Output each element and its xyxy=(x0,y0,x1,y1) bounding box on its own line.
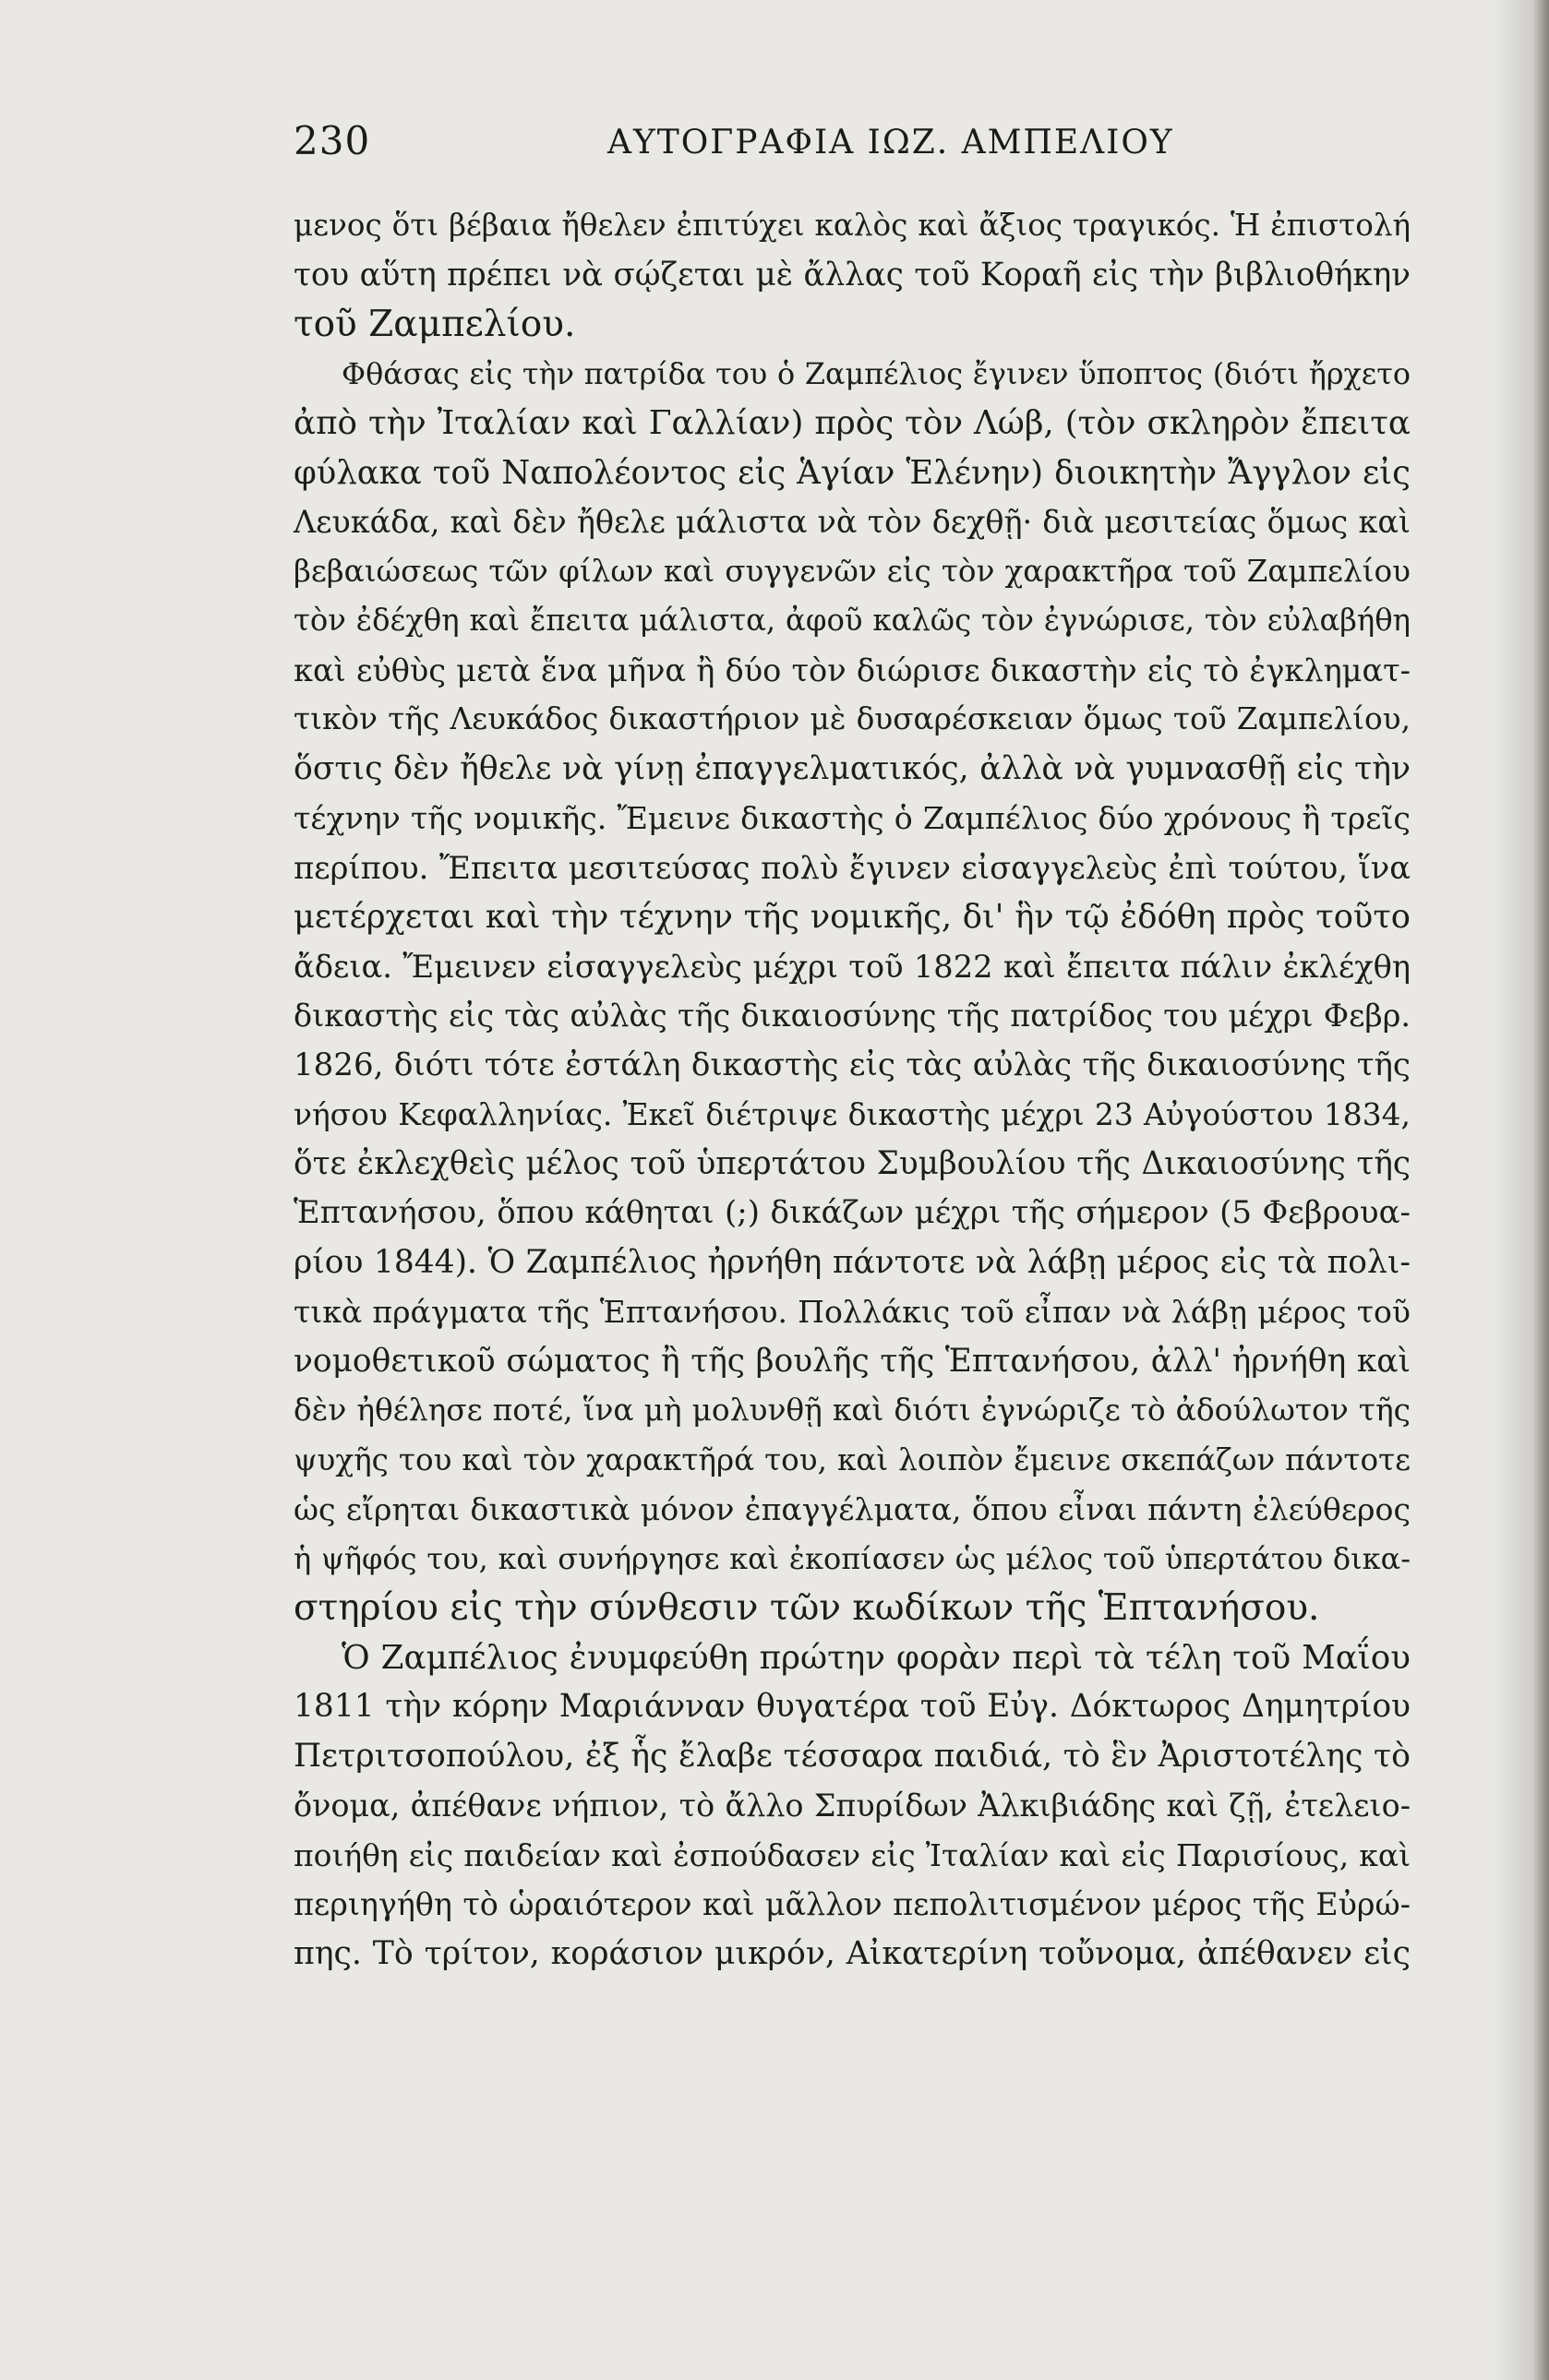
text-line: δικαστὴς εἰς τὰς αὐλὰς τῆς δικαιοσύνης τῆς πατρίδος του μέχρι Φεβρ. xyxy=(294,998,1411,1034)
page-header xyxy=(294,118,1346,173)
text-line: στηρίου εἰς τὴν σύνθεσιν τῶν κωδίκων τῆς Ἑπτανήσου. xyxy=(294,1587,1320,1629)
text-line: τικὸν τῆς Λευκάδος δικαστήριον μὲ δυσαρέσκειαν ὅμως τοῦ Ζαμπελίου, xyxy=(294,701,1411,736)
text-line: περιηγήθη τὸ ὡραιότερον καὶ μᾶλλον πεπολιτισμένον μέρος τῆς Εὐρώ- xyxy=(294,1886,1411,1922)
text-line: μενος ὅτι βέβαια ἤθελεν ἐπιτύχει καλὸς καὶ ἄξιος τραγικός. Ἡ ἐπιστολή xyxy=(294,208,1411,243)
page-number: 230 xyxy=(294,118,371,163)
text-line: τικὰ πράγματα τῆς Ἑπτανήσου. Πολλάκις τοῦ εἶπαν νὰ λάβῃ μέρος τοῦ xyxy=(294,1294,1411,1330)
text-line: μετέρχεται καὶ τὴν τέχνην τῆς νομικῆς, δι' ἣν τῷ ἐδόθη πρὸς τοῦτο xyxy=(294,898,1411,936)
text-line: φύλακα τοῦ Ναπολέοντος εἰς Ἁγίαν Ἑλένην) διοικητὴν Ἄγγλον εἰς xyxy=(294,453,1411,492)
text-line: του αὕτη πρέπει νὰ σῴζεται μὲ ἄλλας τοῦ Κοραῆ εἰς τὴν βιβλιοθήκην xyxy=(294,256,1411,293)
text-line: ἡ ψῆφός του, καὶ συνήργησε καὶ ἐκοπίασεν ὡς μέλος τοῦ ὑπερτάτου δικα- xyxy=(294,1540,1411,1576)
text-line: πης. Τὸ τρίτον, κοράσιον μικρόν, Αἰκατερίνη τοὔνομα, ἀπέθανεν εἰς xyxy=(294,1934,1411,1972)
text-line: 1826, διότι τότε ἐστάλη δικαστὴς εἰς τὰς αὐλὰς τῆς δικαιοσύνης τῆς xyxy=(294,1046,1411,1083)
text-line: καὶ εὐθὺς μετὰ ἕνα μῆνα ἢ δύο τὸν διώρισε δικαστὴν εἰς τὸ ἐγκληματ- xyxy=(294,652,1411,688)
text-line: ρίου 1844). Ὁ Ζαμπέλιος ἠρνήθη πάντοτε νὰ λάβῃ μέρος εἰς τὰ πολι- xyxy=(294,1243,1411,1281)
text-line: τὸν ἐδέχθη καὶ ἔπειτα μάλιστα, ἀφοῦ καλῶς τὸν ἐγνώρισε, τὸν εὐλαβήθη xyxy=(294,603,1411,638)
text-line: Φθάσας εἰς τὴν πατρίδα του ὁ Ζαμπέλιος ἔγινεν ὕποπτος (διότι ἤρχετο xyxy=(342,355,1411,391)
running-title: ΑΥΤΟΓΡΑΦΙΑ ΙΩΖ. ΑΜΠΕΛΙΟΥ xyxy=(607,124,1174,161)
text-line: ὅτε ἐκλεχθεὶς μέλος τοῦ ὑπερτάτου Συμβουλίου τῆς Δικαιοσύνης τῆς xyxy=(294,1144,1411,1182)
text-line: 1811 τὴν κόρην Μαριάνναν θυγατέρα τοῦ Εὐγ. Δόκτωρος Δημητρίου xyxy=(294,1688,1411,1725)
body-text xyxy=(294,201,1411,1979)
text-line: ψυχῆς του καὶ τὸν χαρακτῆρά του, καὶ λοιπὸν ἔμεινε σκεπάζων πάντοτε xyxy=(294,1441,1411,1477)
text-line: Ὁ Ζαμπέλιος ἐνυμφεύθη πρώτην φορὰν περὶ τὰ τέλη τοῦ Μαΐου xyxy=(342,1638,1411,1677)
text-line: Ἑπτανήσου, ὅπου κάθηται (;) δικάζων μέχρι τῆς σήμερον (5 Φεβρουα- xyxy=(294,1194,1411,1231)
text-line: δὲν ἠθέλησε ποτέ, ἵνα μὴ μολυνθῇ καὶ διότι ἐγνώριζε τὸ ἀδούλωτον τῆς xyxy=(294,1393,1411,1428)
text-line: νομοθετικοῦ σώματος ἢ τῆς βουλῆς τῆς Ἑπτανήσου, ἀλλ' ἠρνήθη καὶ xyxy=(294,1342,1411,1380)
text-line: ὡς εἴρηται δικαστικὰ μόνον ἐπαγγέλματα, ὅπου εἶναι πάντη ἐλεύθερος xyxy=(294,1491,1411,1527)
text-line: περίπου. Ἔπειτα μεσιτεύσας πολὺ ἔγινεν εἰσαγγελεὺς ἐπὶ τούτου, ἵνα xyxy=(294,849,1411,886)
text-line: ποιήθη εἰς παιδείαν καὶ ἐσπούδασεν εἰς Ἰταλίαν καὶ εἰς Παρισίους, καὶ xyxy=(294,1836,1411,1873)
text-line: ὄνομα, ἀπέθανε νήπιον, τὸ ἄλλο Σπυρίδων Ἀλκιβιάδης καὶ ζῇ, ἐτελειο- xyxy=(294,1788,1411,1824)
binding-shadow xyxy=(1494,0,1549,2380)
text-line: Λευκάδα, καὶ δὲν ἤθελε μάλιστα νὰ τὸν δεχθῇ· διὰ μεσιτείας ὅμως καὶ xyxy=(294,504,1411,540)
text-line: ἀπὸ τὴν Ἰταλίαν καὶ Γαλλίαν) πρὸς τὸν Λώβ, (τὸν σκληρὸν ἔπειτα xyxy=(294,404,1411,442)
text-line: ὅστις δὲν ἤθελε νὰ γίνῃ ἐπαγγελματικός, ἀλλὰ νὰ γυμνασθῇ εἰς τὴν xyxy=(294,749,1411,787)
text-line: ἄδεια. Ἔμεινεν εἰσαγγελεὺς μέχρι τοῦ 1822 καὶ ἔπειτα πάλιν ἐκλέχθη xyxy=(294,948,1411,985)
text-line: βεβαιώσεως τῶν φίλων καὶ συγγενῶν εἰς τὸν χαρακτῆρα τοῦ Ζαμπελίου xyxy=(294,553,1411,589)
text-line: Πετριτσοπούλου, ἐξ ἧς ἔλαβε τέσσαρα παιδιά, τὸ ἓν Ἀριστοτέλης τὸ xyxy=(294,1737,1411,1775)
text-line: τοῦ Ζαμπελίου. xyxy=(294,304,576,345)
text-line: νήσου Κεφαλληνίας. Ἐκεῖ διέτριψε δικαστὴς μέχρι 23 Αὐγούστου 1834, xyxy=(294,1096,1411,1132)
text-line: τέχνην τῆς νομικῆς. Ἔμεινε δικαστὴς ὁ Ζαμπέλιος δύο χρόνους ἢ τρεῖς xyxy=(294,800,1411,836)
